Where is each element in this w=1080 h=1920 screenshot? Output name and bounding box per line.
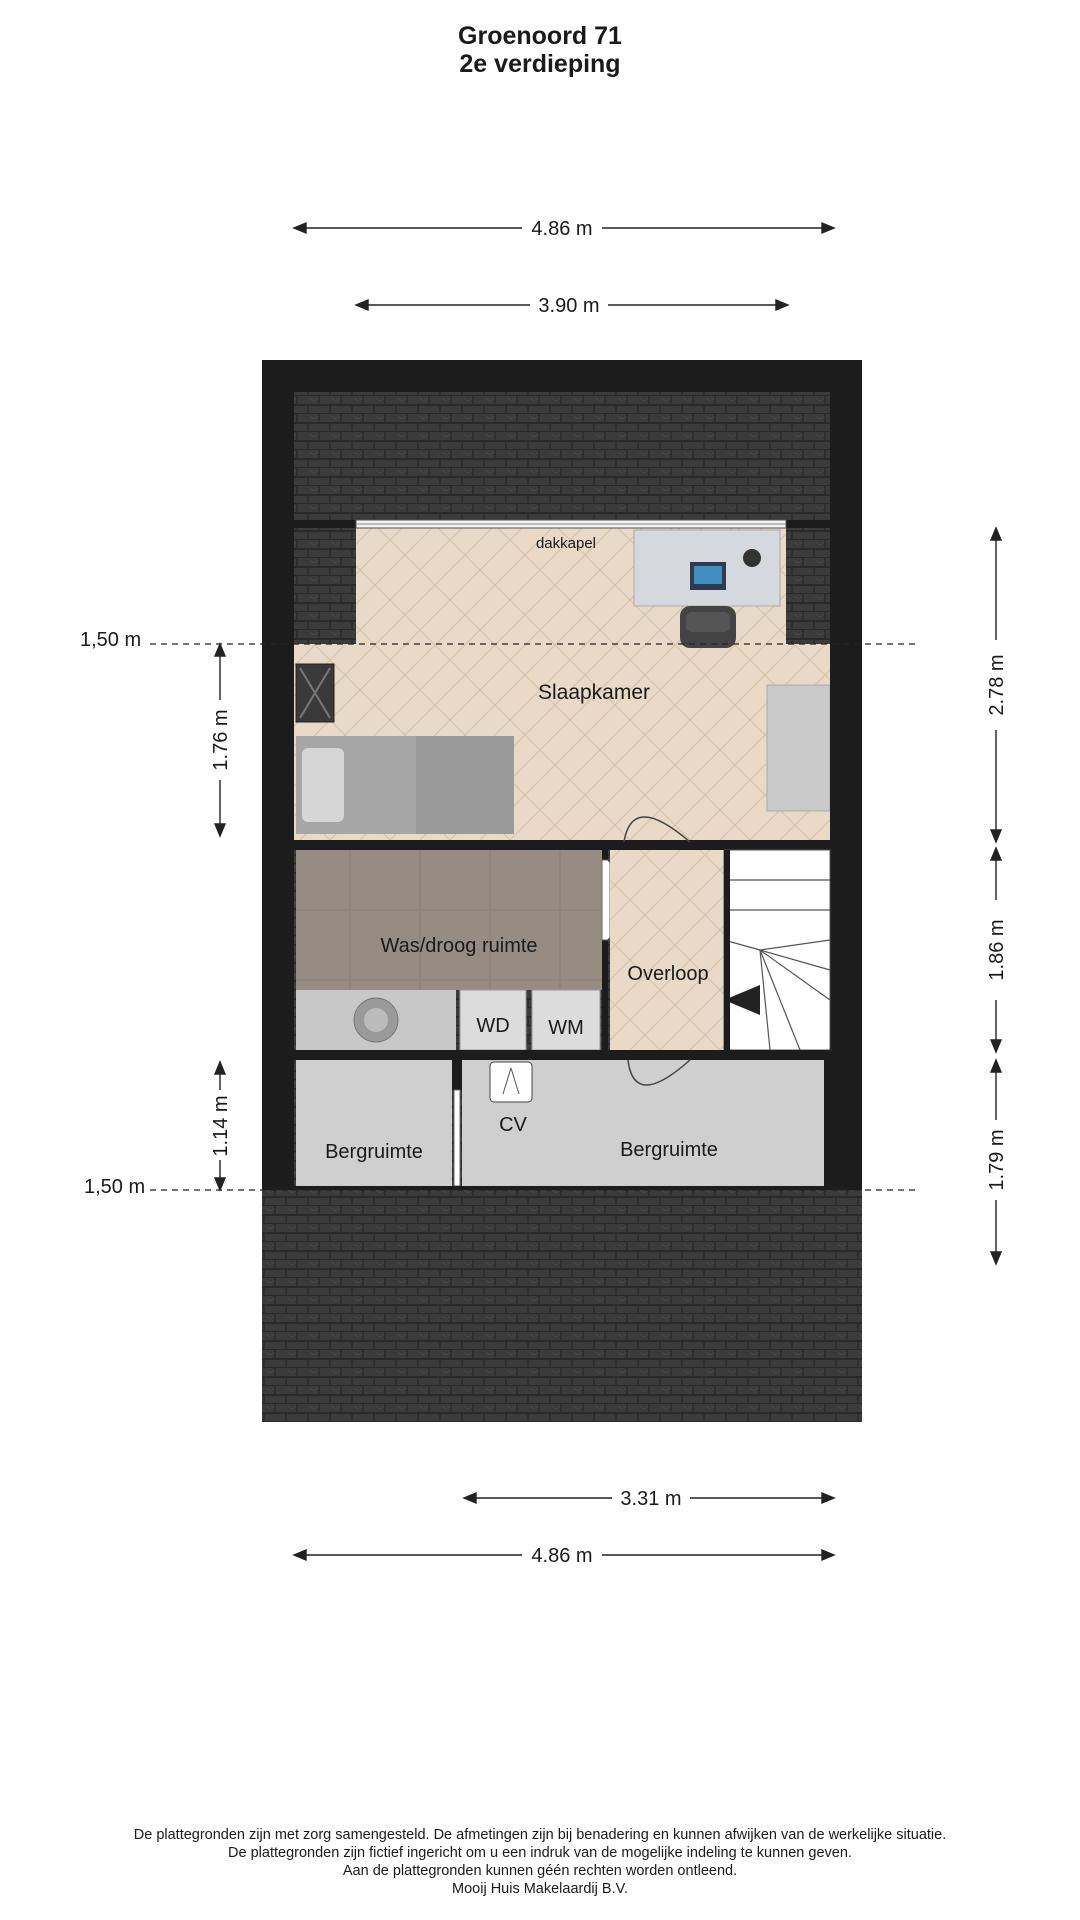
label-wm: WM [548, 1017, 584, 1039]
dim-left-bergruimte: 1.14 m [210, 1095, 232, 1157]
pillow [302, 748, 344, 822]
address-title: Groenoord 71 [458, 22, 622, 50]
dim-bottom-outer: 4.86 m [531, 1545, 593, 1567]
dim-top-inner: 3.90 m [538, 295, 600, 317]
dim-top-outer: 4.86 m [531, 218, 593, 240]
room-overloop: Overloop [627, 963, 709, 985]
label-wd: WD [476, 1015, 510, 1037]
was-door [602, 860, 610, 940]
room-dakkapel: dakkapel [535, 535, 597, 552]
height-line-top: 1,50 m [80, 629, 142, 651]
disclaimer-line-1: De plattegronden zijn met zorg samengesteld. De afmetingen zijn bij benadering en kunnen afwijken van de werkelijke situatie. [133, 1827, 947, 1843]
room-slaapkamer: Slaapkamer [537, 681, 651, 704]
room-bergruimte-left: Bergruimte [325, 1141, 423, 1163]
floor-title: 2e verdieping [459, 50, 621, 78]
disclaimer [0, 1826, 1080, 1898]
bergruimte-left-floor [296, 1060, 452, 1186]
disclaimer-line-2: De plattegronden zijn fictief ingericht om u een indruk van de mogelijke indeling te kunnen geven. [228, 1845, 852, 1861]
was-droog-floor [296, 850, 602, 990]
roof-tiles-left-dormer [294, 528, 356, 644]
cabinet [767, 685, 830, 811]
room-bergruimte-right: Bergruimte [620, 1139, 718, 1161]
dim-left-slaapkamer: 1.76 m [210, 709, 232, 771]
dim-right-overloop: 1.86 m [986, 919, 1008, 981]
phone-icon [743, 549, 761, 567]
overloop-floor [610, 850, 724, 1050]
room-was-droog: Was/droog ruimte [380, 935, 538, 957]
dim-right-slaapkamer: 2.78 m [986, 654, 1008, 716]
disclaimer-line-4: Mooij Huis Makelaardij B.V. [452, 1881, 628, 1897]
label-cv: CV [499, 1114, 527, 1136]
height-line-bottom: 1,50 m [84, 1176, 146, 1198]
lower-roof-tiles [262, 1190, 862, 1422]
roof-tiles-right-dormer [786, 528, 830, 644]
dim-right-bergruimte: 1.79 m [986, 1129, 1008, 1191]
disclaimer-line-3: Aan de plattegronden kunnen géén rechten worden ontleend. [342, 1863, 738, 1879]
dim-bottom-inner: 3.31 m [620, 1488, 682, 1510]
